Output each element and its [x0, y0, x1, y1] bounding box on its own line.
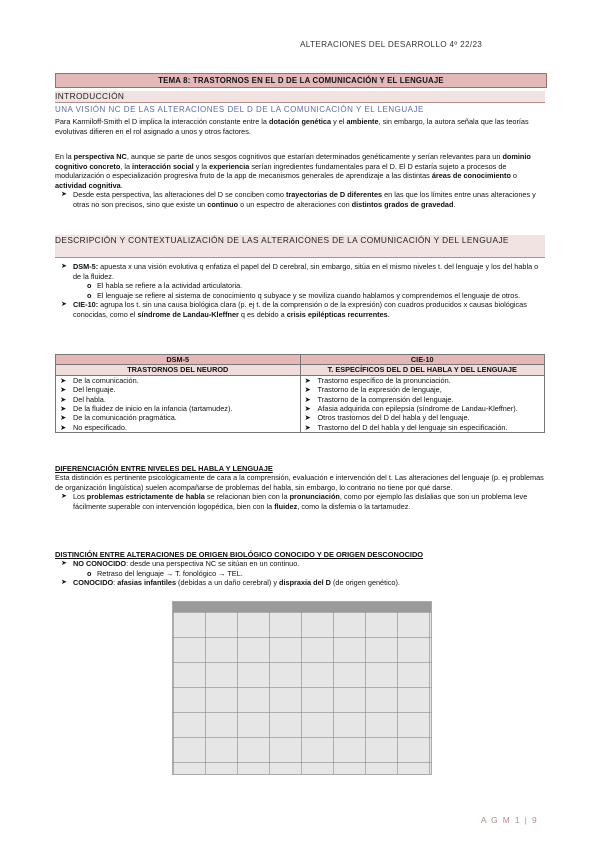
- table-header-cie10: CIE-10: [300, 355, 545, 365]
- table-item: ➤ Otros trastornos del D del habla y del lenguaje.: [304, 413, 470, 423]
- list-item: ➤ CIE-10: agrupa los t. sin una causa biológica clara (p. ej t. de la comprensión o de la expresión) con cuadros producidos x causas biológicas conocidas, como el síndrome de Landau-Kleffner q es debido a crisis epilépticas recurrentes.: [61, 300, 527, 319]
- arrow-bullet-icon: ➤: [61, 191, 67, 199]
- embedded-table-caption: [173, 602, 431, 612]
- table-subheader-especificos: T. ESPECÍFICOS DEL D DEL HABLA Y DEL LENGUAJE: [300, 365, 545, 375]
- table-item: ➤ Del habla.: [60, 394, 106, 404]
- list-subitem: o El habla se refiere a la actividad articulatoria.: [87, 281, 243, 291]
- list-subitem: o Retraso del lenguaje → T. fonológico → TEL.: [87, 568, 243, 578]
- table-item: ➤ Del lenguaje.: [60, 385, 116, 395]
- list-item: ➤ Los problemas estrictamente de habla se relacionan bien con la pronunciación, como por ejemplo las dislalias que son un problema leve fácilmente superable con intervención logopédica, bien con la fluidez, como la disfemia o la tartamudez.: [61, 492, 528, 511]
- list-item: ➤ NO CONOCIDO: desde una perspectiva NC se sitúan en un continuo.: [61, 559, 300, 568]
- table-cell-dsm5-list: [56, 375, 301, 432]
- table-item: ➤ De la comunicación pragmática.: [60, 413, 177, 423]
- table-item: ➤ Afasia adquirida con epilepsia (síndrome de Landau-Kleffner).: [304, 404, 518, 414]
- description-list: [55, 262, 545, 320]
- table-item: ➤ De la comunicación.: [60, 375, 139, 385]
- list-item: ➤ Desde esta perspectiva, las alteraciones del D se conciben como trayectorias de D diferentes en las que los límites entre unas alteraciones y otras no son precisos, sino que existe un continuo o un espectro de alteraciones con distintos grados de gravedad.: [61, 190, 536, 209]
- origin-section: [55, 550, 545, 588]
- arrow-bullet-icon: ➤: [61, 301, 67, 309]
- intro-paragraph-1: Para Karmiloff-Smith el D implica la interacción constante entre la dotación genética y el ambiente, sin embargo, la autora señala que las teorías evolutivas difieren en el rol asignado a unos y otros factores.: [55, 117, 529, 136]
- section-heading-description: DESCRIPCIÓN Y CONTEXTUALIZACIÓN DE LAS ALTERAICONES DE LA COMUNICACIÓN Y DEL LENGUAJE: [55, 235, 545, 258]
- embedded-table-image: [172, 601, 432, 775]
- table-item: ➤ Trastorno de la expresión de lenguaje,: [304, 385, 442, 395]
- arrow-bullet-icon: ➤: [61, 579, 67, 587]
- levels-paragraph: Esta distinción es pertinente psicológicamente de cara a la comprensión, evaluación e intervención del t. Las alteraciones del lenguaje (p. ej problemas de organización lingüística) suelen acompañarse de problemas del habla, sin embargo, lo contrario no tiene por qué darse.: [55, 473, 544, 492]
- page-footer: A G M 1 | 9: [480, 815, 538, 825]
- table-item: ➤ Trastorno específico de la pronunciación.: [304, 375, 451, 385]
- embedded-table-grid: [173, 612, 431, 774]
- list-item: ➤ DSM-5: apuesta x una visión evolutiva q enfatiza el papel del D cerebral, sin embargo, sitúa en el mismo niveles t. del lenguaje y los del habla o de la fluidez.: [61, 262, 539, 281]
- table-subheader-neurod: TRASTORNOS DEL NEUROD: [56, 365, 301, 375]
- table-cell-cie10-list: [300, 375, 545, 432]
- subheading-nc-view: UNA VISIÓN NC DE LAS ALTERACIONES DEL D DE LA COMUNICACIÓN Y EL LENGUAJE: [55, 105, 424, 114]
- page-title: TEMA 8: TRASTORNOS EN EL D DE LA COMUNICACIÓN Y EL LENGUAJE: [55, 73, 547, 88]
- list-subitem: o El lenguaje se refiere al sistema de conocimiento q subyace y se moviliza cuando hablamos y comprendemos el lenguaje de otros.: [87, 290, 521, 300]
- table-item: ➤ Trastorno de la comprensión del lenguaje.: [304, 394, 454, 404]
- running-header: ALTERACIONES DEL DESARROLLO 4º 22/23: [300, 40, 483, 49]
- intro-paragraph-2: En la perspectiva NC, aunque se parte de unos sesgos cognitivos que estarían determinados genéticamente y serían relevantes para un dominio cognitivo concreto, la interacción social y la experiencia serían ingredientes fundamentales para el D. El D estaría sujeto a procesos de modularización o especialización progresiva fruto de la app de mecanismos generales de aprendizaje a las distintas áreas de conocimiento o actividad cognitiva. ➤ Desde esta perspectiva, las alteraciones del D se conciben como trayectorias de D diferentes en las que los límites entre unas alteraciones y otras no son precisos, sino que existe un continuo o un espectro de alteraciones con distintos grados de gravedad.: [55, 152, 545, 210]
- classification-table: [55, 354, 545, 433]
- arrow-bullet-icon: ➤: [61, 263, 67, 270]
- table-item: ➤ Trastorno del D del habla y del lenguaje sin especificación.: [304, 422, 508, 432]
- arrow-bullet-icon: ➤: [61, 493, 67, 501]
- arrow-bullet-icon: ➤: [61, 560, 67, 567]
- table-item: ➤ De la fluidez de inicio en la infancia (tartamudez).: [60, 404, 233, 414]
- section-heading-origin: DISTINCIÓN ENTRE ALTERACIONES DE ORIGEN BIOLÓGICO CONOCIDO Y DE ORIGEN DESCONOCIDO: [55, 550, 424, 559]
- table-item: ➤ No especificado.: [60, 422, 127, 432]
- section-heading-intro: INTRODUCCIÓN: [55, 91, 545, 103]
- section-heading-levels: DIFERENCIACIÓN ENTRE NIVELES DEL HABLA Y LENGUAJE: [55, 464, 273, 473]
- levels-section: [55, 464, 545, 511]
- list-item: ➤ CONOCIDO: afasias infantiles (debidas a un daño cerebral) y dispraxia del D (de origen genético).: [61, 578, 400, 588]
- table-header-dsm5: DSM-5: [56, 355, 301, 365]
